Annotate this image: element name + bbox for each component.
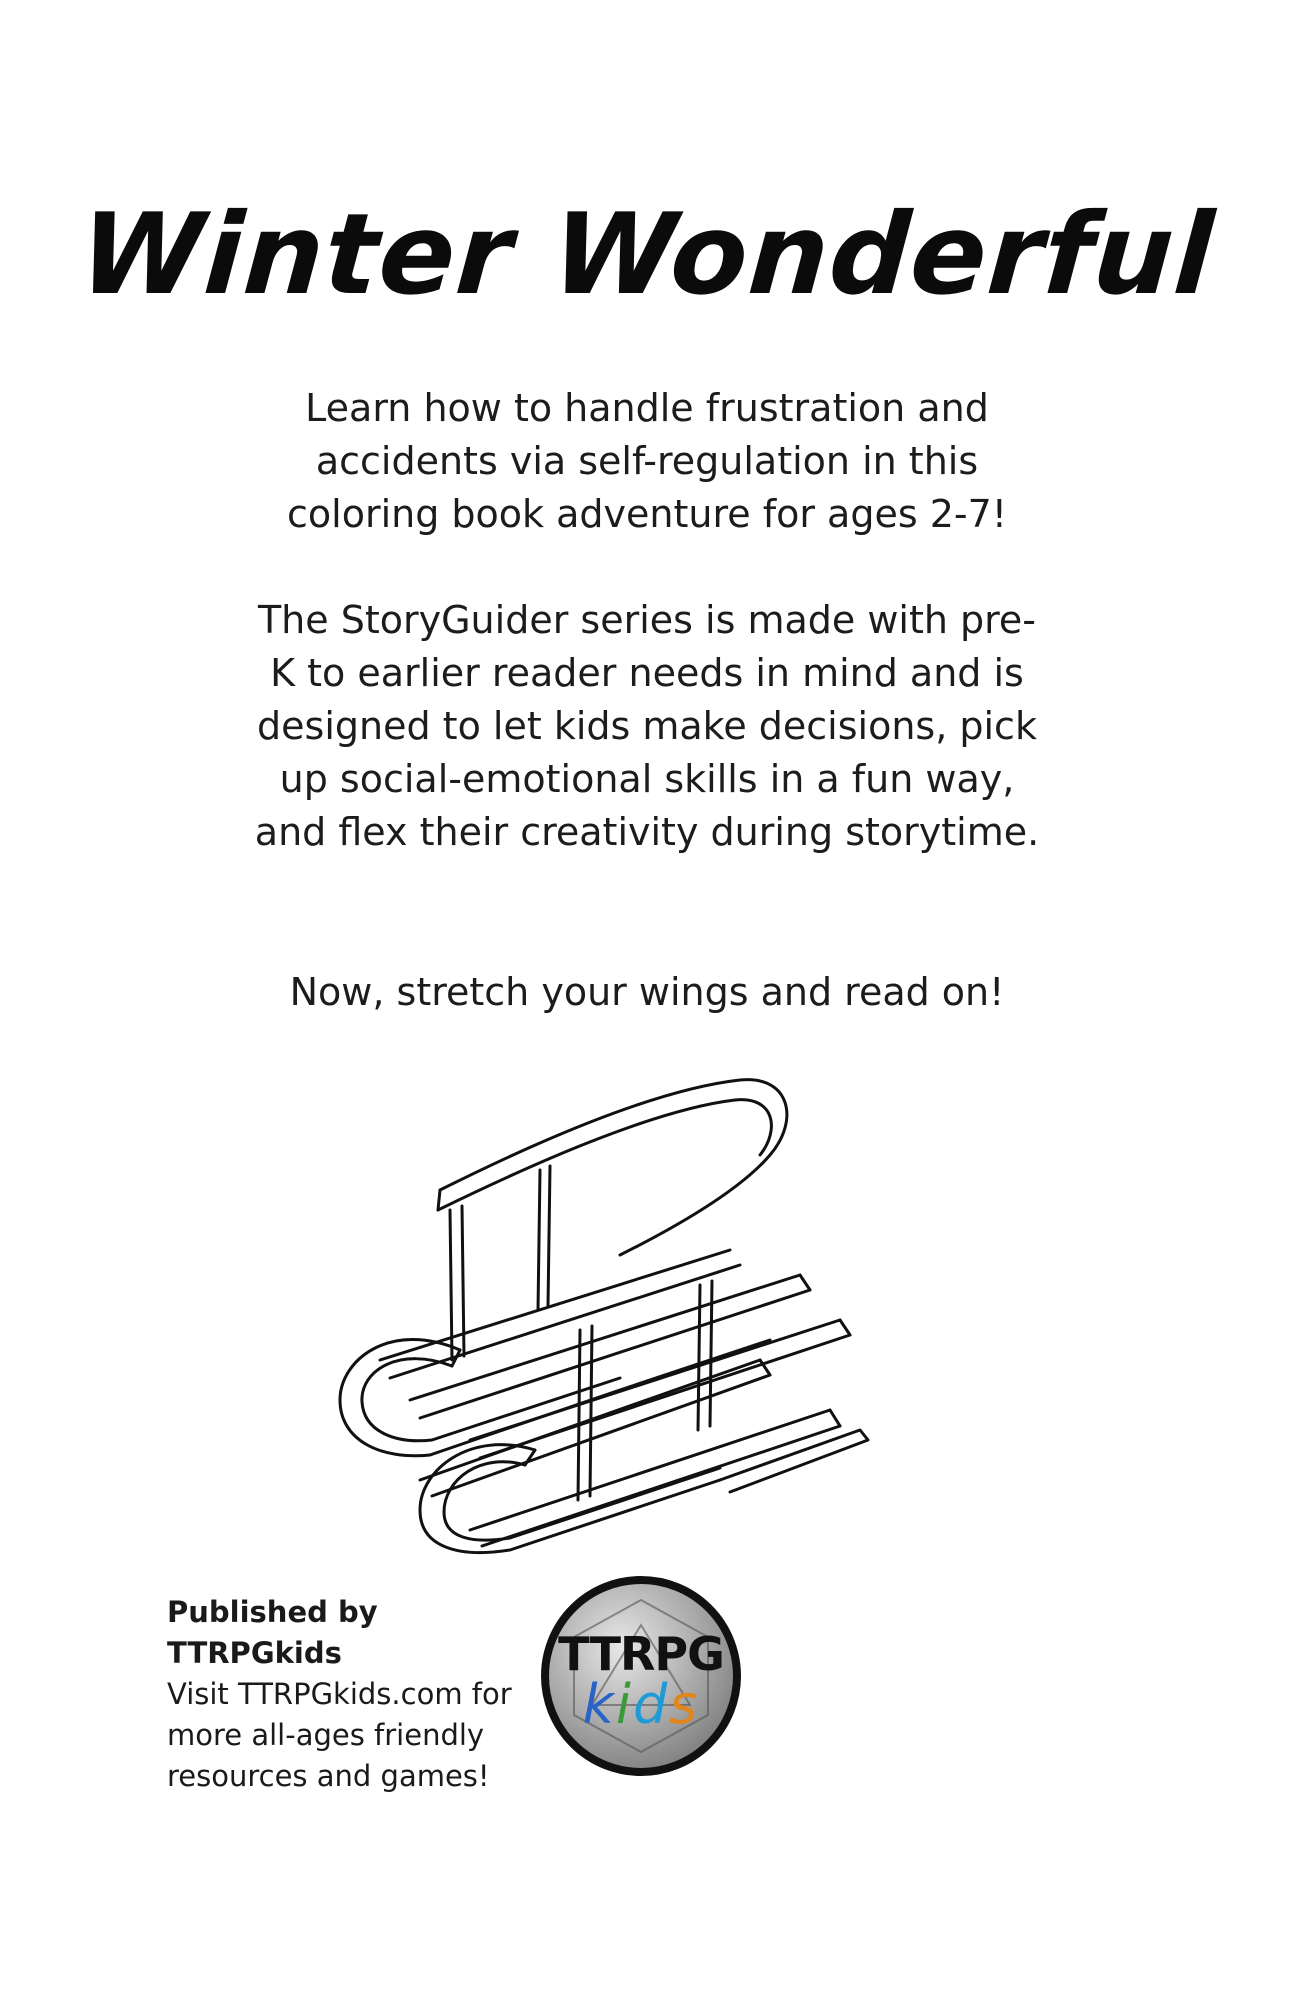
logo-letter-k: k <box>582 1673 616 1736</box>
book-title: Winter Wonderful <box>75 190 1219 320</box>
logo-bottom-text <box>540 1673 742 1736</box>
blurb-paragraph-3: Now, stretch your wings and read on! <box>289 970 1005 1014</box>
blurb-paragraph-2: The StoryGuider series is made with pre-K to earlier reader needs in mind and is designed to let kids make decisions, pick up social-emotional skills in a fun way, and flex their creativity during storytime. <box>254 598 1040 854</box>
sled-icon <box>320 1060 880 1560</box>
logo-letter-s: s <box>669 1673 700 1736</box>
logo-top-text: TTRPG <box>558 1627 724 1681</box>
blurb-paragraph-1: Learn how to handle frustration and accidents via self-regulation in this coloring book adventure for ages 2-7! <box>287 386 1007 536</box>
publisher-text: Visit TTRPGkids.com for more all-ages friendly resources and games! <box>167 1677 512 1793</box>
logo-letter-d: d <box>632 1673 670 1736</box>
logo-letter-i: i <box>615 1673 633 1736</box>
publisher-name: Published by TTRPGkids <box>167 1595 378 1670</box>
publisher-info <box>167 1592 547 1797</box>
ttrpgkids-logo <box>540 1575 742 1777</box>
